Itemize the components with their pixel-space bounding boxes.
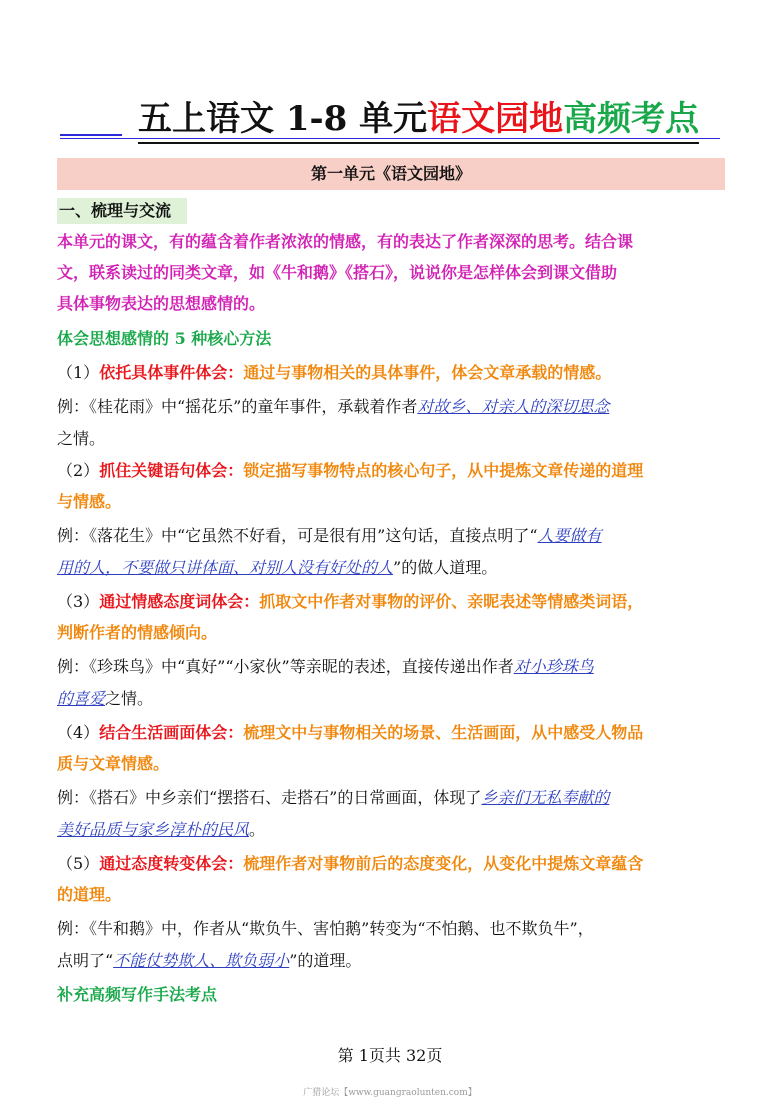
method-name: 通过情感态度词体会： bbox=[99, 592, 260, 611]
methods-title: 体会思想感情的 5 种核心方法 bbox=[57, 329, 272, 348]
example-highlight: 对小珍珠鸟 bbox=[513, 657, 594, 676]
title-decor-line bbox=[60, 134, 122, 136]
method-number: （5） bbox=[57, 854, 100, 873]
page-title bbox=[138, 96, 699, 144]
method-5 bbox=[57, 853, 643, 875]
example-1 bbox=[57, 396, 609, 418]
method-3 bbox=[57, 591, 643, 613]
example-3 bbox=[57, 656, 594, 678]
method-name: 依托具体事件体会： bbox=[99, 363, 244, 382]
method-1 bbox=[57, 362, 611, 384]
method-name: 通过态度转变体会： bbox=[99, 854, 244, 873]
example-2-cont bbox=[57, 557, 497, 579]
example-highlight: 人要做有 bbox=[537, 526, 602, 545]
example-highlight: 乡亲们无私奉献的 bbox=[481, 788, 610, 807]
method-desc: 通过与事物相关的具体事件，体会文章承载的情感。 bbox=[243, 363, 612, 382]
method-desc: 抓取文中作者对事物的评价、亲昵表述等情感类词语， bbox=[259, 592, 644, 611]
example-highlight: 不能仗势欺人、欺负弱小 bbox=[113, 951, 290, 970]
method-3-cont: 判断作者的情感倾向。 bbox=[57, 623, 218, 642]
example-text: 。 bbox=[249, 820, 266, 839]
example-text: 例：《落花生》中“它虽然不好看，可是很有用”这句话，直接点明了“ bbox=[57, 526, 538, 545]
method-desc: 梳理文中与事物相关的场景、生活画面，从中感受人物品 bbox=[243, 723, 644, 742]
method-4-cont: 质与文章情感。 bbox=[57, 754, 170, 773]
title-part-2: 语文园地 bbox=[427, 99, 564, 139]
method-4 bbox=[57, 722, 643, 744]
title-part-1: 五上语文 1-8 单元 bbox=[138, 99, 428, 139]
example-text: 之情。 bbox=[105, 689, 154, 708]
method-number: （3） bbox=[57, 592, 100, 611]
example-text: 点明了“ bbox=[57, 951, 114, 970]
method-number: （2） bbox=[57, 461, 100, 480]
example-highlight: 对故乡、对亲人的深切思念 bbox=[417, 397, 610, 416]
section-header: 第一单元《语文园地》 bbox=[57, 158, 725, 190]
method-desc: 锁定描写事物特点的核心句子，从中提炼文章传递的道理 bbox=[243, 461, 644, 480]
example-highlight: 用的人，不要做只讲体面、对别人没有好处的人 bbox=[57, 558, 394, 577]
example-2 bbox=[57, 525, 602, 547]
example-text: ”的道理。 bbox=[289, 951, 362, 970]
method-2 bbox=[57, 460, 643, 482]
method-5-cont: 的道理。 bbox=[57, 885, 122, 904]
method-number: （4） bbox=[57, 723, 100, 742]
title-part-3: 高频考点 bbox=[563, 99, 700, 139]
example-1-cont: 之情。 bbox=[57, 429, 106, 448]
method-name: 结合生活画面体会： bbox=[99, 723, 244, 742]
example-highlight: 的喜爱 bbox=[57, 689, 106, 708]
method-number: （1） bbox=[57, 363, 100, 382]
example-3-cont bbox=[57, 688, 153, 710]
intro-line-2: 文，联系读过的同类文章，如《牛和鹅》《搭石》，说说你是怎样体会到课文借助 bbox=[57, 263, 618, 282]
method-2-cont: 与情感。 bbox=[57, 492, 122, 511]
example-5-cont bbox=[57, 950, 361, 972]
example-4-cont bbox=[57, 819, 265, 841]
intro-line-1: 本单元的课文，有的蕴含着作者浓浓的情感，有的表达了作者深深的思考。结合课 bbox=[57, 232, 634, 251]
example-5: 例：《牛和鹅》中，作者从“欺负牛、害怕鹅”转变为“不怕鹅、也不欺负牛”， bbox=[57, 919, 594, 938]
method-desc: 梳理作者对事物前后的态度变化，从变化中提炼文章蕴含 bbox=[243, 854, 644, 873]
example-text: 例：《桂花雨》中“摇花乐”的童年事件，承载着作者 bbox=[57, 397, 418, 416]
example-text: 例：《搭石》中乡亲们“摆搭石、走搭石”的日常画面，体现了 bbox=[57, 788, 482, 807]
title-area bbox=[58, 96, 728, 146]
example-highlight: 美好品质与家乡淳朴的民风 bbox=[57, 820, 250, 839]
supplement-heading: 补充高频写作手法考点 bbox=[57, 985, 218, 1004]
example-4 bbox=[57, 787, 609, 809]
intro-line-3: 具体事物表达的思想感情的。 bbox=[57, 294, 266, 313]
page-footer: 第 1页共 32页 bbox=[337, 1046, 443, 1065]
method-name: 抓住关键语句体会： bbox=[99, 461, 244, 480]
example-text: 例：《珍珠鸟》中“真好”“小家伙”等亲昵的表述，直接传递出作者 bbox=[57, 657, 514, 676]
example-text: ”的做人道理。 bbox=[393, 558, 498, 577]
subheading: 一、梳理与交流 bbox=[57, 198, 187, 224]
watermark: 广猎论坛【www.guangraolunten.com】 bbox=[303, 1088, 477, 1098]
